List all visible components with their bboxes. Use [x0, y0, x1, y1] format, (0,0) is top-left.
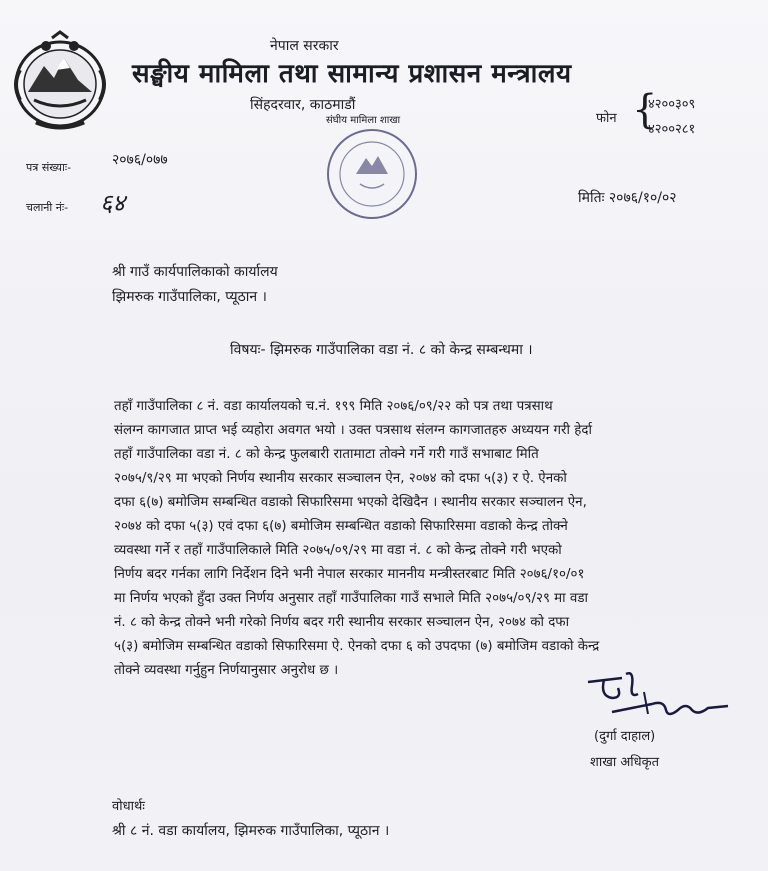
cc-recipient: श्री ८ नं. वडा कार्यालय, झिमरुक गाउँपालिका, प्यूठान । [112, 823, 390, 839]
reference-label: पत्र संख्याः- [26, 161, 72, 174]
body-line: व्यवस्था गर्ने र तहाँ गाउँपालिकाले मिति २०७५/०९/२९ मा वडा नं. ८ को केन्द्र तोक्ने गरी भएको [114, 543, 562, 558]
body-line: निर्णय बदर गर्नका लागि निर्देशन दिने भनी नेपाल सरकार माननीय मन्त्रीस्तरबाट मिति २०७६/१०/०१ [114, 567, 585, 582]
body-line: तोक्ने व्यवस्था गर्नुहुन निर्णयानुसार अनुरोध छ । [114, 663, 339, 678]
ministry-title: सङ्घीय मामिला तथा सामान्य प्रशासन मन्त्रालय [132, 59, 572, 89]
body-line: तहाँ गाउँपालिका ८ नं. वडा कार्यालयको च.नं. १९९ मिति २०७६/०९/२२ को पत्र तथा पत्रसाथ [114, 399, 553, 414]
signature-icon [582, 668, 732, 728]
nepal-emblem-icon [6, 30, 114, 136]
body-line: ५(३) बमोजिम सम्बन्धित वडाको सिफारिसमा ऐ. ऐनको दफा ६ को उपदफा (७) बमोजिम वडाको केन्द्र [114, 639, 600, 654]
government-heading: नेपाल सरकार [270, 38, 339, 54]
phone-number-1: ४२००३०९ [648, 97, 696, 112]
body-line: मा निर्णय भएको हुँदा उक्त निर्णय अनुसार तहाँ गाउँपालिका गाउँ सभाले मिति २०७५/०९/२९ मा वडा [114, 591, 588, 606]
dispatch-label: चलानी नंः- [26, 201, 69, 214]
body-line: संलग्न कागजात प्राप्त भई व्यहोरा अवगत भयो । उक्त पत्रसाथ संलग्न कागजातहरु अध्ययन गरी हेर्दा [114, 423, 592, 438]
office-location: सिंहदरवार, काठमाडौं [250, 97, 356, 113]
body-line: तहाँ गाउँपालिका वडा नं. ८ को केन्द्र फुलबारी रातामाटा तोक्ने गर्ने गरी गाउँ सभाबाट मिति [114, 447, 539, 462]
dispatch-number: ६४ [100, 189, 125, 217]
letter-date: मितिः २०७६/१०/०२ [578, 190, 677, 206]
reference-number: २०७६/०७७ [112, 152, 168, 168]
body-line: २०७४ को दफा ५(३) एवं दफा ६(७) बमोजिम सम्बन्धित वडाको सिफारिसमा वडाको केन्द्र तोक्ने [114, 519, 568, 534]
signatory-title: शाखा अधिकृत [590, 755, 660, 770]
body-line: २०७५/९/२९ मा भएको निर्णय स्थानीय सरकार सञ्चालन ऐन, २०७४ को दफा ५(३) र ऐ. ऐनको [114, 471, 567, 486]
signatory-name: (दुर्गा दाहाल) [594, 729, 656, 744]
branch-name: संघीय मामिला शाखा [326, 115, 401, 126]
body-line: दफा ६(७) बमोजिम सम्बन्धित वडाको सिफारिसमा भएको देखिदैन । स्थानीय सरकार सञ्चालन ऐन, [114, 495, 587, 510]
addressee-line-1: श्री गाउँ कार्यपालिकाको कार्यालय [112, 264, 278, 280]
phone-label: फोन [596, 111, 617, 126]
office-stamp-icon [316, 118, 428, 230]
phone-number-2: ४२००२८१ [648, 122, 696, 137]
addressee-line-2: झिमरुक गाउँपालिका, प्यूठान । [112, 289, 267, 305]
cc-label: वोधार्थः [112, 799, 145, 814]
body-line: नं. ८ को केन्द्र तोक्ने भनी गरेको निर्णय बदर गरी स्थानीय सरकार सञ्चालन ऐन, २०७४ को दफा [114, 615, 570, 630]
phone-brace: { [632, 87, 658, 133]
letter-subject: विषयः- झिमरुक गाउँपालिका वडा नं. ८ को केन्द्र सम्बन्धमा । [230, 342, 533, 358]
